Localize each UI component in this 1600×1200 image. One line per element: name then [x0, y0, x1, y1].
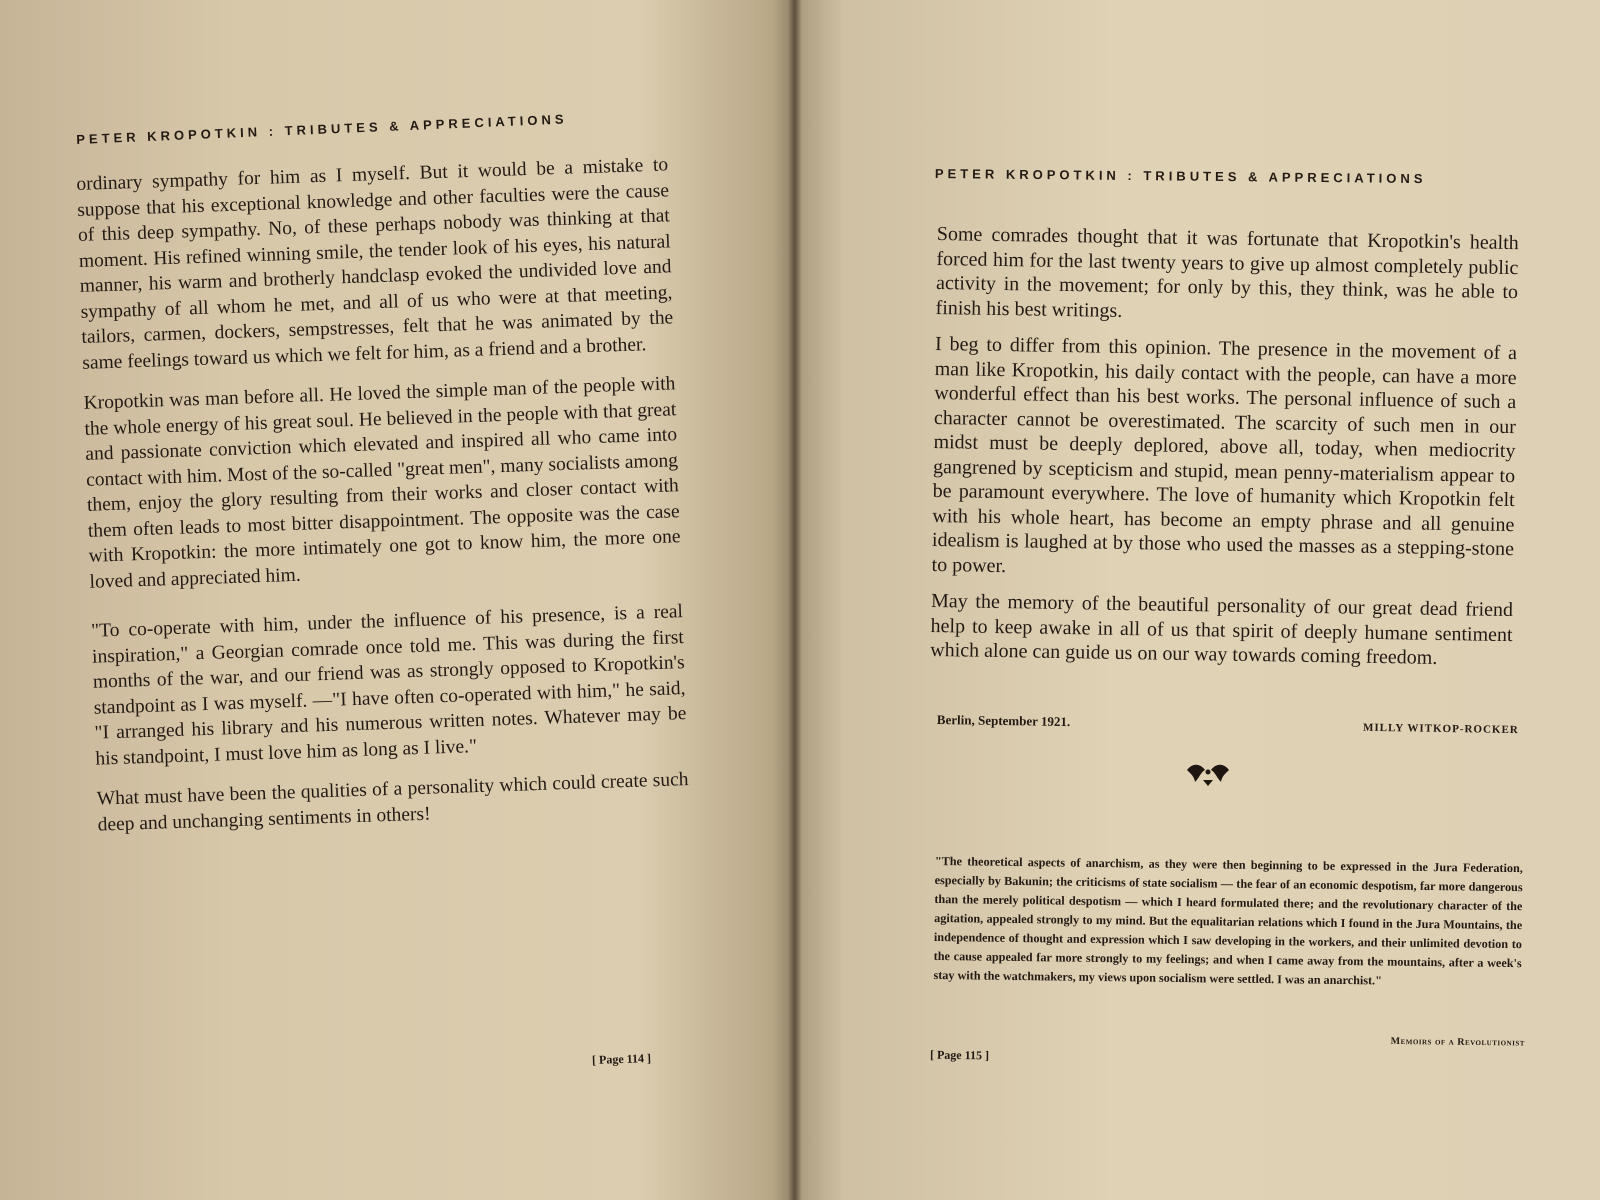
left-paragraph-4: What must have been the qualities of a personality which could create such deep and unchanging sentiments in others!	[96, 769, 689, 836]
right-running-head: PETER KROPOTKIN : TRIBUTES & APPRECIATIONS	[934, 166, 1427, 187]
epigraph-quote: "The theoretical aspects of anarchism, as they were then beginning to be expressed in the Jura Federation, especially by Bakunin; the criticisms of state socialism — the fear of an economic despotism, far more dangerous than the merely political despotism — which I heard formulated there; and the revolutionary character of the agitation, appealed strongly to my mind. But the equalitarian relations which I found in the Jura Mountains, the independence of thought and expression which I saw developing in the workers, and their unlimited devotion to the cause appealed far more strongly to my feelings; and when I came away from the mountains, after a week's stay with the watchmakers, my views upon socialism were settled. I was an anarchist."	[933, 853, 1523, 988]
left-paragraph-2: Kropotkin was man before all. He loved the simple man of the people with the whole energy of his great soul. He believed in the people with that great and passionate conviction which elevated and inspired all who came into contact with him. Most of the so-called "great men", many socialists among them, enjoy the glory resulting from their works and closer contact with them often leads to most bitter disappointment. The opposite was the case with Kropotkin: the more intimately one got to know him, the more one loved and appreciated him.	[83, 373, 681, 593]
left-body-text	[76, 152, 690, 852]
place-date: Berlin, September 1921.	[936, 712, 1071, 730]
right-paragraph-3: May the memory of the beautiful personality of our great dead friend help to keep awake in all of us that spirit of deeply humane sentiment which alone can guide us on our way towards coming freedom.	[930, 589, 1514, 669]
left-page-number: [ Page 114 ]	[591, 1050, 652, 1068]
right-page-number: [ Page 115 ]	[929, 1047, 990, 1063]
signature-row	[937, 712, 1519, 737]
left-running-head: PETER KROPOTKIN : TRIBUTES & APPRECIATIONS	[76, 111, 568, 147]
right-body-text	[930, 222, 1519, 684]
right-paragraph-1: Some comrades thought that it was fortunate that Kropotkin's health forced him for the last twenty years to give up almost completely public activity in the movement; for only by this, they think, was he able to finish his best writings.	[935, 222, 1519, 322]
right-page	[795, 0, 1600, 1200]
author-signature: MILLY WITKOP-ROCKER	[1362, 721, 1519, 737]
epigraph-source: Memoirs of a Revolutionist	[1390, 1035, 1525, 1049]
right-paragraph-2: I beg to differ from this opinion. The presence in the movement of a man like Kropotkin, his daily contact with the people, can have a more wonderful effect than his best works. The personal influence of such a character cannot be overestimated. The scarcity of such men in our midst must be deeply deplored, above all, today, when mediocrity gangrened by scepticism and stupid, mean penny-materialism appear to be paramount everywhere. The love of humanity which Kropotkin felt with his whole heart, has become an empty phrase and all genuine idealism is laughed at by those who used the masses as a stepping-stone to power.	[931, 332, 1518, 577]
fleuron-icon	[1183, 758, 1233, 788]
book-gutter	[788, 0, 802, 1200]
left-page	[0, 0, 795, 1200]
left-paragraph-3: "To co-operate with him, under the influence of his presence, is a real inspiration," a Georgian comrade once told me. This was during the first months of the war, and our friend was as strongly opposed to Kropotkin's standpoint as I was myself. —"I have often co-operated with him," he said, "I arranged his library and his numerous written notes. Whatever may be his standpoint, I must love him as long as I live."	[90, 601, 687, 770]
left-paragraph-1: ordinary sympathy for him as I myself. But it would be a mistake to suppose that his exceptional knowledge and other faculties were the cause of this deep sympathy. No, of these perhaps nobody was thinking at that moment. His refined winning smile, the tender look of his eyes, his natural manner, his warm and brotherly handclasp evoked the undivided love and sympathy of all whom he met, and all of us who were at that meeting, tailors, carmen, dockers, sempstresses, felt that he was animated by the same feelings toward us which we felt for him, as a friend and a brother.	[76, 154, 674, 374]
